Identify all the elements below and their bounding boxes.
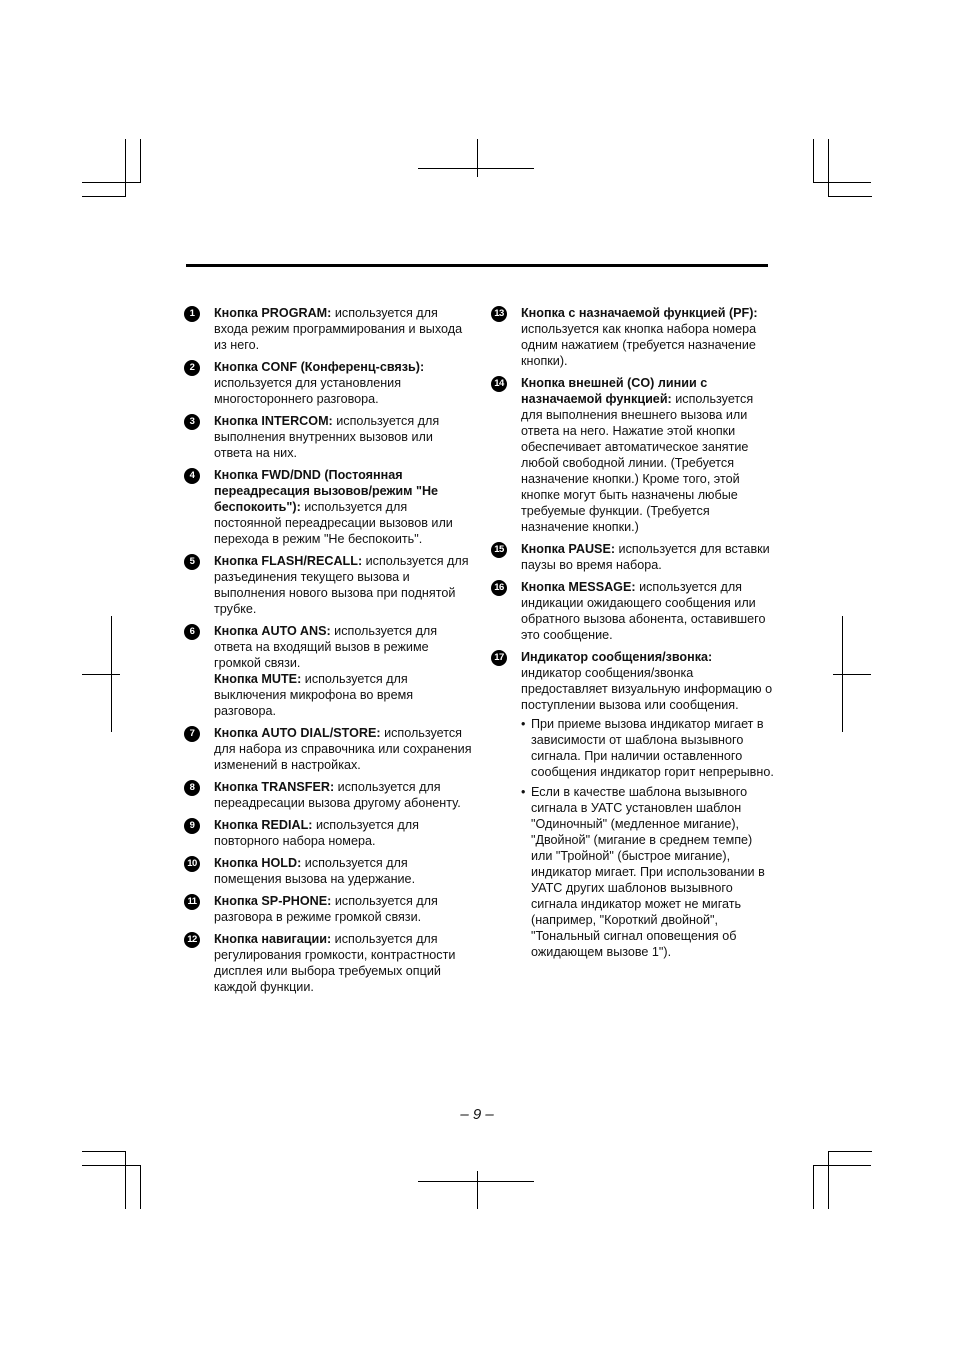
item-title: Кнопка с назначаемой функцией (PF): <box>521 306 758 320</box>
list-item-hold <box>184 855 474 887</box>
item-title: Кнопка INTERCOM: <box>214 414 333 428</box>
item-title: Кнопка внешней (CO) линии с назначаемой функцией: <box>521 376 708 406</box>
list-item-auto-dial <box>184 725 474 773</box>
item-title: Кнопка навигации: <box>214 932 332 946</box>
item-title: Кнопка MESSAGE: <box>521 580 636 594</box>
list-item-redial <box>184 817 474 849</box>
number-badge: 3 <box>184 414 200 430</box>
item-title: Кнопка FWD/DND (Постоянная переадресация вызовов/режим "Не беспокоить"): <box>214 468 439 514</box>
item-title: Кнопка TRANSFER: <box>214 780 335 794</box>
list-item-navigation <box>184 931 474 995</box>
number-badge: 10 <box>184 856 200 872</box>
list-item-conf <box>184 359 474 407</box>
number-badge: 14 <box>491 376 507 392</box>
page-number: – 9 – <box>460 1106 494 1123</box>
header-rule <box>186 264 768 267</box>
item-title: Кнопка SP-PHONE: <box>214 894 332 908</box>
number-badge: 5 <box>184 554 200 570</box>
left-column <box>184 305 474 1001</box>
number-badge: 8 <box>184 780 200 796</box>
number-badge: 12 <box>184 932 200 948</box>
number-badge: 16 <box>491 580 507 596</box>
list-item-pf <box>491 305 776 369</box>
bullet-item: • Если в качестве шаблона вызывного сигнала в УАТС установлен шаблон "Одиночный" (медленное мигание), "Двойной" (мигание в среднем темпе) или "Тройной" (быстрое мигание), индикатор мигает. При использовании в УАТС других шаблонов вызывного сигнала индикатор может не мигать (например, "Короткий двойной", "Тональный сигнал оповещения об ожидающем вызове 1"). <box>521 784 776 960</box>
number-badge: 15 <box>491 542 507 558</box>
number-badge: 7 <box>184 726 200 742</box>
item-text: используется для индикации ожидающего сообщения или обратного вызова абонента, оставившего это сообщение. <box>521 580 766 642</box>
item-title: Кнопка PAUSE: <box>521 542 616 556</box>
item-title: Кнопка PROGRAM: <box>214 306 332 320</box>
item-text: используется для разговора в режиме громкой связи. <box>214 894 438 924</box>
number-badge: 2 <box>184 360 200 376</box>
item-title: Кнопка CONF (Конференц-связь): <box>214 360 425 374</box>
indicator-bullet-list <box>521 716 776 960</box>
item-text: используется для установления многостороннего разговора. <box>214 376 402 406</box>
item-title: Кнопка REDIAL: <box>214 818 313 832</box>
item-text: используется для ответа на входящий вызов в режиме громкой связи. <box>214 624 438 670</box>
item-text: используется для разъединения текущего вызова и выполнения нового вызова при поднятой трубке. <box>214 554 469 616</box>
item-title: Кнопка AUTO ANS: <box>214 624 331 638</box>
item-title: Кнопка FLASH/RECALL: <box>214 554 363 568</box>
item-text: используется для помещения вызова на удержание. <box>214 856 416 886</box>
item-text: используется как кнопка набора номера одним нажатием (требуется назначение кнопки). <box>521 322 757 368</box>
item-text: используется для вставки паузы во время набора. <box>521 542 770 572</box>
number-badge: 9 <box>184 818 200 834</box>
item-text: используется для регулирования громкости, контрастности дисплея или выбора требуемых опций каждой функции. <box>214 932 456 994</box>
item-text: используется для набора из справочника или сохранения изменений в настройках. <box>214 726 472 772</box>
right-column <box>491 305 776 966</box>
item-text: используется для постоянной переадресации вызовов или перехода в режим "Не беспокоить". <box>214 500 453 546</box>
list-item-sp-phone <box>184 893 474 925</box>
number-badge: 4 <box>184 468 200 484</box>
list-item-indicator <box>491 649 776 960</box>
bullet-item: • При приеме вызова индикатор мигает в зависимости от шаблона вызывного сигнала. При наличии оставленного сообщения индикатор горит непрерывно. <box>521 716 776 780</box>
item-title: Индикатор сообщения/звонка: <box>521 650 713 664</box>
number-badge: 17 <box>491 650 507 666</box>
number-badge: 1 <box>184 306 200 322</box>
list-item-auto-ans <box>184 623 474 719</box>
number-badge: 6 <box>184 624 200 640</box>
list-item-fwd-dnd <box>184 467 474 547</box>
item-title: Кнопка HOLD: <box>214 856 302 870</box>
item-title-mute: Кнопка MUTE: <box>214 672 302 686</box>
list-item-message <box>491 579 776 643</box>
list-item-co-line <box>491 375 776 535</box>
list-item-transfer <box>184 779 474 811</box>
item-text: используется для переадресации вызова другому абоненту. <box>214 780 461 810</box>
item-text: индикатор сообщения/звонка предоставляет визуальную информацию о поступлении вызова или сообщения. <box>521 666 773 712</box>
list-item-intercom <box>184 413 474 461</box>
list-item-flash-recall <box>184 553 474 617</box>
item-text: используется для повторного набора номера. <box>214 818 419 848</box>
item-title: Кнопка AUTO DIAL/STORE: <box>214 726 381 740</box>
number-badge: 11 <box>184 894 200 910</box>
number-badge: 13 <box>491 306 507 322</box>
item-text: используется для выполнения внутренних вызовов или ответа на них. <box>214 414 440 460</box>
item-text: используется для входа режим программирования и выхода из него. <box>214 306 463 352</box>
list-item-pause <box>491 541 776 573</box>
list-item-program <box>184 305 474 353</box>
item-text-mute: используется для выключения микрофона во время разговора. <box>214 672 414 718</box>
item-text: используется для выполнения внешнего вызова или ответа на него. Нажатие этой кнопки обеспечивает автоматическое занятие любой свободной линии. (Требуется назначение кнопки.) Кроме того, этой кнопке могут быть назначены любые требуемые функции. (Требуется назначение кнопки.) <box>521 392 754 534</box>
